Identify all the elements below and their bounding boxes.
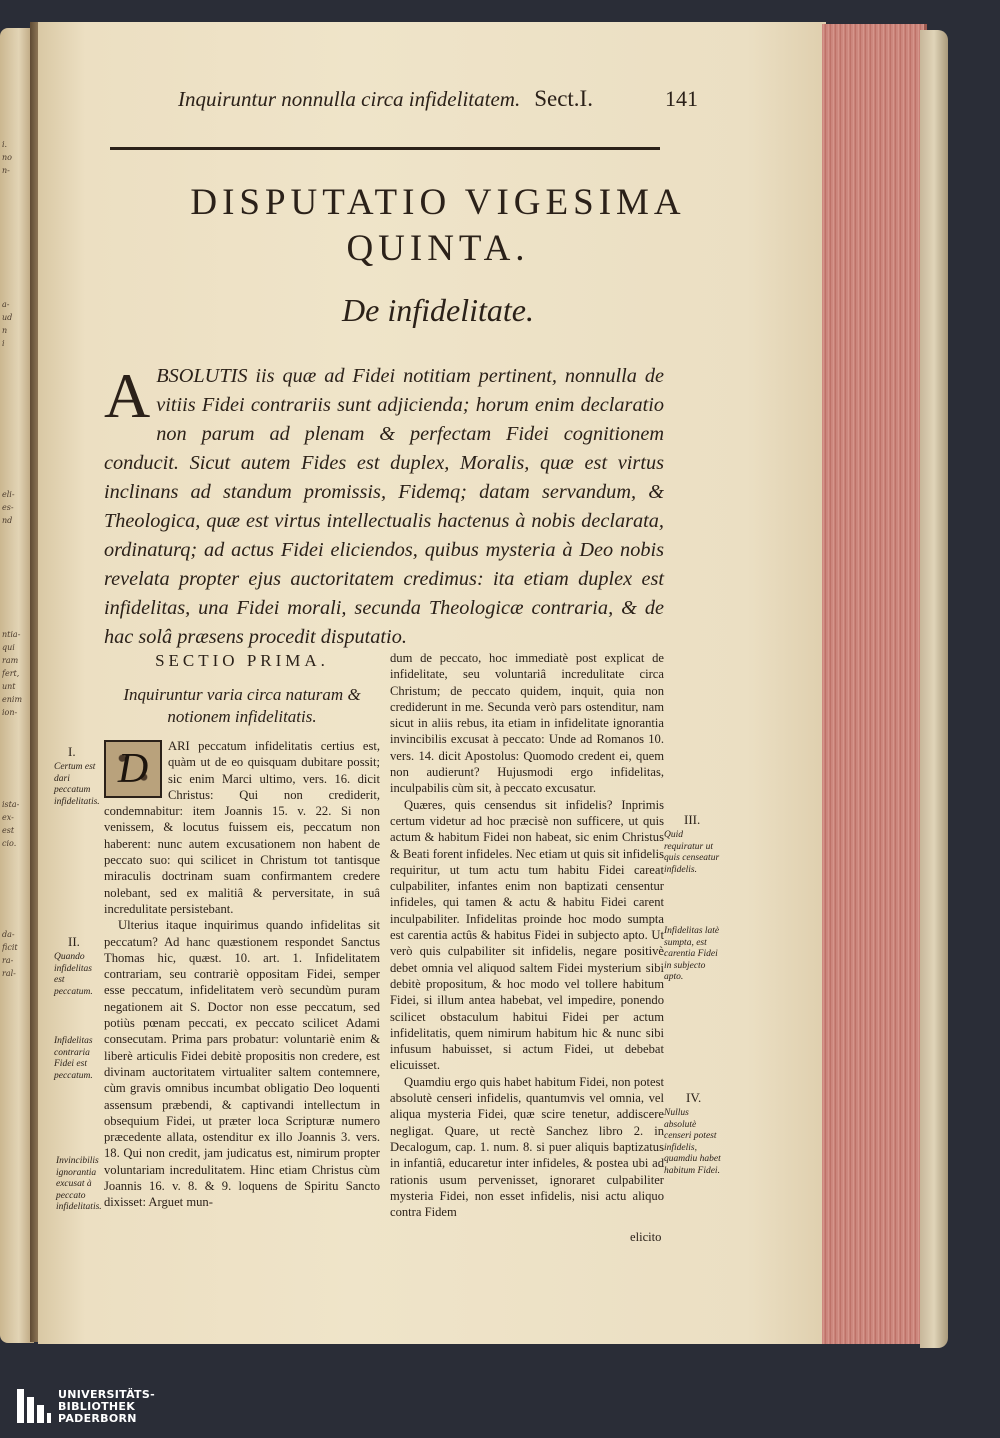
paragraph: Quamdiu ergo quis habet habitum Fidei, non potest absolutè censeri infidelis, quantumvis vel omnia, vel aliqua mysteria Fidei, quæ scire tenetur, addiscere negligat. Quare, ut rectè Sanchez libro 2. in Decalogum, cap. 1. num. 8. si puer aliquis baptizatus in infantiâ, educaretur inter infideles, & postea ubi ad rationis usum pervenisset, ignoraret culpabiliter mysteria Fidei, non esset infidelis, nisi actu aliquo contra Fidem — [390, 1074, 664, 1220]
intro-initial: A — [104, 360, 151, 431]
left-page-fragment: da- ficit ra- ral- — [2, 930, 18, 978]
margin-number: IV. — [686, 1090, 702, 1105]
page-edges — [822, 24, 927, 1344]
intro-text: BSOLUTIS iis quæ ad Fidei notitiam pertinent, nonnulla de vitiis Fidei contrariis sunt adjicienda; horum enim declaratio non parum ad plenam & perfectam Fidei cognitionem conducit. Sicut autem Fides est duplex, Moralis, quæ est virtus inclinans ad standum promissis, Fidemq; datam servandum, & Theologica, quæ est virtus intellectualis hactenus à nobis declarata, ordinaturq; ad actus Fidei eliciendos, quibus mysteria à Deo nobis revelata propter ejus auctoritatem credimus: ita etiam duplex est infidelitas, una Fidei morali, secunda Theologicæ contraria, & de hac solâ præsens procedit disputatio. — [104, 365, 664, 648]
margin-number: II. — [68, 934, 80, 949]
disputation-title-line2: QUINTA. — [346, 228, 530, 269]
paragraph-text: ARI peccatum infidelitatis certius est, quàm ut de eo quisquam dubitare possit; sic enim Marci ultimo, vers. 16. dicit Christus: Qui non crediderit, condemnabitur: item Joannis 15. v. 22. Si non venissem, & locutus fuissem eis, peccatum non haberent: nunc autem excusationem non habent de peccato suo: qui scilicet in Christum tot tantisque miraculis doctrinam suam confirmantem credere nolebant, sed ex malitiâ & perversitate, in suâ incredulitate persistebant. — [104, 739, 380, 916]
section-subtitle: Inquiruntur varia circa naturam & notionem infidelitatis. — [123, 685, 361, 726]
margin-note: Infidelitas contraria Fidei est peccatum. — [54, 1036, 93, 1081]
paragraph: dum de peccato, hoc immediatè post explicat de infidelitate, seu voluntariâ incredulitate circa Christum; de peccato quidem, inquit, quia non crediderunt in me. Secunda verò pars ostenditur, nam sicut in aliis rebus, ita etiam in infidelitate ignorantia invincibilis excusat à peccato: Unde ad Romanos 10. vers. 14. dicit Apostolus: Quomodo credent ei, quem non audierunt? Hujusmodi ergo infidelitas, inculpabilis cùm sit, à peccato excusatur. — [390, 651, 664, 796]
left-page-fragment: a- ud n i — [2, 300, 13, 348]
margin-number: I. — [68, 744, 76, 759]
disputation-title: DISPUTATIO VIGESIMA — [190, 182, 686, 223]
margin-note: Certum est dari peccatum infidelitatis. — [54, 762, 100, 807]
margin-note: Nullus absolutè censeri potest infidelis, quamdiu habet habitum Fidei. — [664, 1108, 721, 1176]
paragraph — [104, 738, 380, 917]
margin-note: Quando infidelitas est peccatum. — [54, 952, 93, 997]
disputation-subtitle: De infidelitate. — [342, 292, 534, 328]
decorated-initial: D — [104, 740, 162, 798]
library-logo — [17, 1389, 155, 1425]
margin-note: Infidelitas latè sumpta, est carentia Fidei in subjecto apto. — [664, 926, 720, 982]
margin-number: III. — [684, 812, 701, 827]
head-rule — [110, 147, 660, 150]
paragraph: Quæres, quis censendus sit infidelis? Inprimis certum videtur ad hoc præcisè non sufficere, ut quis actum & habitum Fidei non habeat, sic enim Christus & Beati forent infideles. Nec etiam ut quis sit infidelis requiritur, ut tum actu tum habitu Fidei careat culpabiliter, infantes enim non baptizati censentur infideles, qui tamen & actu & habitu Fidei carent inculpabiliter. Infidelitas proinde hoc modo sumpta est carentia actûs & habitus Fidei in subjecto apto. Ut verò quis culpabiliter sit infidelis, negare positivè debet omnia vel aliquod saltem Fidei mysterium sibi debitè propositum, & hoc modo vel tollere habitum Fidei, si illum antea habebat, vel impedire, ponendo scilicet obstaculum habitui Fidei per actum infidelitatis, quem nimirum habitum hic & nunc sibi infusum habuisset, si actum Fidei, ut debebat elicuisset. — [390, 797, 664, 1073]
book-cover-edge — [920, 30, 948, 1348]
running-head-section: Sect.I. — [534, 86, 593, 111]
margin-note: Quid requiratur ut quis censeatur infidelis. — [664, 830, 720, 875]
left-page-fragment: ntia- qui ram fert, unt enim ion- — [2, 630, 23, 717]
running-head — [178, 86, 698, 126]
library-logo-icon — [17, 1389, 51, 1423]
running-head-title: Inquiruntur nonnulla circa infidelitatem. — [178, 87, 521, 111]
paragraph: Ulterius itaque inquirimus quando infidelitas sit peccatum? Ad hanc quæstionem respondet Sanctus Thomas hic, quæst. 10. art. 1. Infidelitatem contrariam, seu contrariè oppositam Fidei, semper esse peccatum, infidelitatem verò secundùm puram negationem ait S. Doctor non esse peccatum, sed potiùs pœnam peccati, ex peccato scilicet Adami consecutam. Prima pars probatur: voluntariè enim & liberè articulis Fidei debitè propositis non credere, est divinam auctoritatem virtualiter saltem contemnere, cùm gravis omnibus incumbat obligatio Deo loquenti assensum præbendi, & captivandi intellectum in obsequium Fidei, ut præter loca Scripturæ numero præcedente allata, ostenditur ex illo Joannis 3. vers. 18. Qui non credit, jam judicatus est, nimirum propter voluntariam incredulitatem. Hinc etiam Christus cùm Joannis 16. v. 8. & 9. loquens de Spiritu Sancto dixisset: Arguet mun- — [104, 918, 380, 1210]
intro-paragraph — [104, 362, 664, 652]
left-page-edge — [0, 28, 34, 1343]
left-page-fragment: eli- es- nd — [2, 490, 15, 525]
margin-note: Invincibilis ignorantia excusat à peccato infidelitatis. — [56, 1156, 102, 1212]
right-column — [390, 650, 664, 1220]
catchword: elicito — [630, 1230, 662, 1244]
library-logo-text: UNIVERSITÄTS- BIBLIOTHEK PADERBORN — [58, 1388, 155, 1425]
left-page-fragment: i. no n- — [2, 140, 12, 175]
page-number: 141 — [665, 86, 698, 111]
section-heading: SECTIO PRIMA. — [155, 651, 329, 670]
left-column — [104, 650, 380, 1211]
book-page — [38, 22, 826, 1344]
left-page-fragment: ista- ex- est cio. — [2, 800, 20, 848]
